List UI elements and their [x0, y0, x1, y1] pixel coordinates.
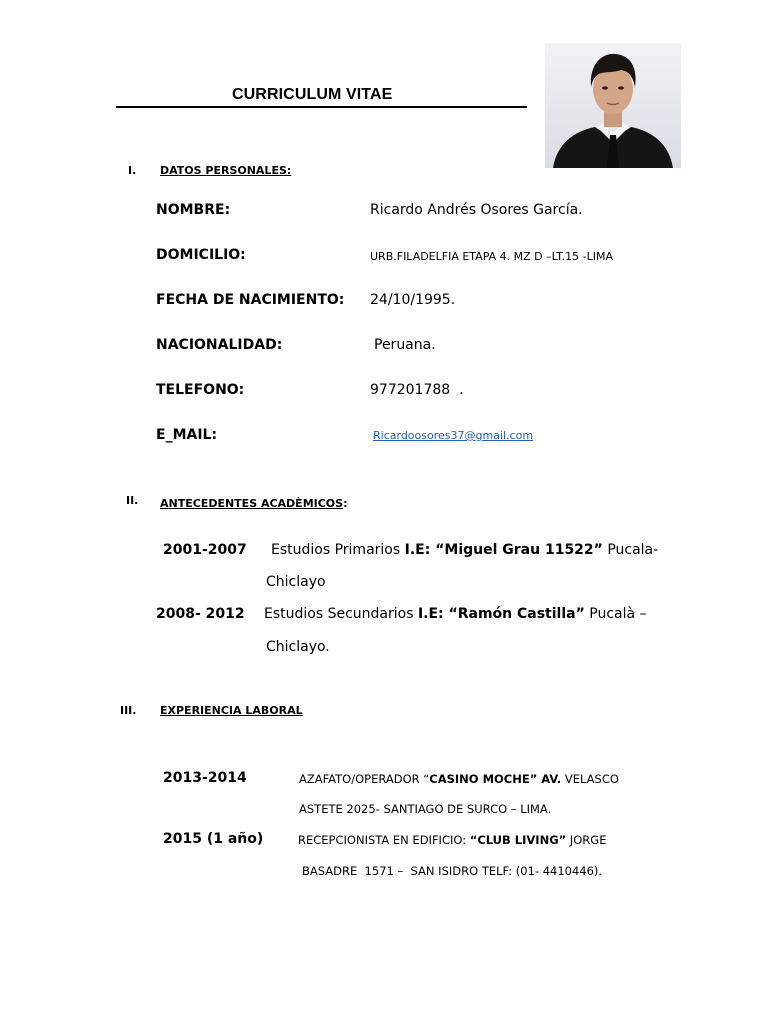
- email-link[interactable]: Ricardoosores37@gmail.com: [373, 429, 534, 442]
- work-desc-2-post: JORGE: [566, 833, 607, 847]
- field-label-nationality: NACIONALIDAD:: [156, 337, 283, 353]
- work-desc-1-bold: CASINO MOCHE” AV.: [429, 772, 562, 786]
- field-label-birthdate: FECHA DE NACIMIENTO:: [156, 292, 345, 308]
- work-desc-2-pre: RECEPCIONISTA EN EDIFICIO:: [298, 833, 470, 847]
- academic-desc-secondary-pre: Estudios Secundarios: [264, 606, 418, 622]
- academic-period-secondary: 2008- 2012: [156, 606, 245, 622]
- work-period-2: 2015 (1 año): [163, 831, 264, 847]
- academic-desc-secondary-line2: Chiclayo.: [266, 639, 330, 655]
- academic-desc-secondary: [264, 606, 647, 622]
- work-desc-1: [299, 772, 619, 786]
- section-title-academic: ANTECEDENTES ACADÈMICOS: [160, 497, 344, 510]
- field-value-phone: 977201788 .: [370, 382, 464, 398]
- section-heading-academic: [160, 494, 347, 512]
- work-desc-1-line2: ASTETE 2025- SANTIAGO DE SURCO – LIMA.: [299, 802, 552, 816]
- field-label-name: NOMBRE:: [156, 202, 231, 218]
- work-period-1: 2013-2014: [163, 770, 247, 786]
- academic-ie-primary: I.E:: [404, 542, 436, 558]
- section-number-work: III.: [120, 704, 137, 717]
- document-title: CURRICULUM VITAE: [232, 86, 393, 103]
- academic-school-secondary: “Ramón Castilla”: [448, 606, 585, 622]
- work-desc-2: [298, 833, 606, 847]
- field-value-birthdate: 24/10/1995.: [370, 292, 456, 308]
- field-value-address: URB.FILADELFIA ETAPA 4. MZ D –LT.15 -LIMA: [370, 250, 614, 263]
- academic-desc-secondary-post: Pucalà –: [584, 606, 647, 622]
- academic-period-primary: 2001-2007: [163, 542, 247, 558]
- section-title-personal: DATOS PERSONALES:: [160, 164, 292, 177]
- field-label-phone: TELEFONO:: [156, 382, 245, 398]
- work-desc-1-post: VELASCO: [561, 772, 619, 786]
- academic-desc-primary-line2: Chiclayo: [266, 574, 326, 590]
- academic-desc-primary-pre: Estudios Primarios: [271, 542, 405, 558]
- section-title-academic-colon: :: [343, 497, 348, 510]
- academic-ie-secondary: I.E:: [417, 606, 449, 622]
- field-label-address: DOMICILIO:: [156, 247, 246, 263]
- profile-photo: [545, 43, 681, 168]
- field-value-nationality: Peruana.: [374, 337, 436, 353]
- title-underline: [116, 106, 527, 108]
- work-desc-2-bold: “CLUB LIVING”: [469, 833, 567, 847]
- section-title-work: EXPERIENCIA LABORAL: [160, 704, 303, 717]
- academic-school-primary: “Miguel Grau 11522”: [435, 542, 603, 558]
- work-desc-2-line2: BASADRE 1571 – SAN ISIDRO TELF: (01- 4410446).: [302, 864, 603, 878]
- field-label-email: E_MAIL:: [156, 427, 218, 443]
- section-number-academic: II.: [126, 494, 139, 507]
- section-number-personal: I.: [128, 164, 137, 177]
- academic-desc-primary: [271, 542, 658, 558]
- work-desc-1-pre: AZAFATO/OPERADOR “: [299, 772, 430, 786]
- field-value-name: Ricardo Andrés Osores García.: [370, 202, 583, 218]
- academic-desc-primary-post: Pucala-: [602, 542, 659, 558]
